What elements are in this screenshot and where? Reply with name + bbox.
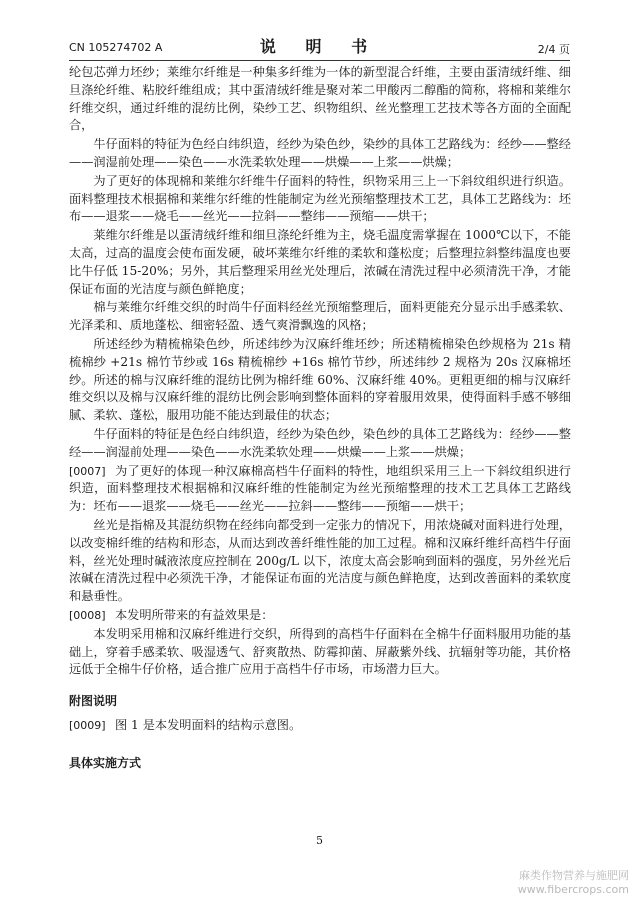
paragraph-text: 为了更好的体现一种汉麻棉高档牛仔面料的特性，地组织采用三上一下斜纹组织进行织造，面料整理技术根据棉和汉麻纤维的性能制定为丝光预缩整理的技术工艺具体工艺路线为：坯布——退浆——烧毛——丝光——拉斜——整纬——预缩——烘干； [69,463,571,514]
page-header [69,34,570,58]
paragraph-number: [0007] [69,464,106,478]
paragraph-number: [0009] [69,718,106,732]
paragraph-list [69,64,571,679]
section-heading-implementation: 具体实施方式 [69,755,142,770]
body-paragraph [69,299,571,335]
body-paragraph [69,173,571,226]
paragraph-text: 所述经纱为精梳棉染色纱，所述纬纱为汉麻纤维坯纱；所述精梳棉染色纱规格为 21s 精梳棉纱 +21s 棉竹节纱或 16s 精梳棉纱 +16s 棉竹节纱，所述纬纱 2 规格为 20s 汉麻棉坯纱。所述的棉与汉麻纤维的混纺比例为棉纤维 60%、汉麻纤维 40%。更粗更细的棉与汉麻纤维交织以及棉与汉麻纤维的混纺比例会影响到整体面料的穿着服用效果，使得面料手感不够细腻、柔软、蓬松，服用功能不能达到最佳的状态； [69,336,571,423]
watermark-line: www.fibercrops.com [517,883,629,896]
paragraph-text: 本发明所带来的有益效果是： [115,607,274,622]
paragraph-text: 牛仔面料的特征是色经白纬织造，经纱为染色纱，染色纱的具体工艺路线为：经纱——整经——润湿前处理——染色——水洗柔软处理——烘燥——上浆——烘燥； [69,426,571,459]
paragraph-text: 牛仔面料的特征为色经白纬织造，经纱为染色纱，染纱的具体工艺路线为：经纱——整经——润湿前处理——染色——水洗柔软处理——烘燥——上浆——烘燥； [69,137,571,169]
body-paragraph [69,64,571,135]
body-paragraph [69,463,571,516]
paragraph-number: [0008] [69,608,106,622]
paragraph-text: 本发明采用棉和汉麻纤维进行交织，所得到的高档牛仔面料在全棉牛仔面料服用功能的基础上，穿着手感柔软、吸湿透气、舒爽散热、防霉抑菌、屏蔽紫外线、抗辐射等功能，其价格远低于全棉牛仔价格，适合推广应用于高档牛仔市场，市场潜力巨大。 [69,626,571,677]
page-indicator: 2/4 页 [537,43,570,56]
page-title: 说 明 书 [259,37,380,56]
body-paragraph [69,426,571,462]
document-body [69,64,571,778]
paragraph-text: 纶包芯弹力坯纱；莱维尔纤维是一种集多纤维为一体的新型混合纤维，主要由蛋清绒纤维、细旦涤纶纤维、粘胶纤维组成；其中蛋清绒纤维是聚对苯二甲酸丙二醇酯的简称，将棉和莱维尔纤维交织，通过纤维的混纺比例，染纱工艺、织物组织、丝光整理工艺技术等各方面的全面配合， [69,65,571,133]
header-rule [69,60,570,61]
site-watermark [518,869,629,897]
section-heading-figures: 附图说明 [69,694,118,709]
figure-description-paragraph [69,717,571,735]
body-paragraph [69,607,571,625]
body-paragraph [69,227,571,298]
body-paragraph [69,626,571,679]
paragraph-text: 莱维尔纤维是以蛋清绒纤维和细旦涤纶纤维为主，烧毛温度需掌握在 1000℃以下，不能太高，过高的温度会使布面发硬，破坏莱维尔纤维的柔软和蓬松度；后整理拉斜整纬温度也要比牛仔低 15-20%；另外，其后整理采用丝光处理后，浓碱在清洗过程中必须清洗干净，才能保证布面的光洁度与颜色鲜艳度； [69,228,571,296]
body-paragraph [69,336,571,425]
watermark-line: 麻类作物营养与施肥网 [519,869,629,882]
body-paragraph [69,517,571,606]
paragraph-text: 棉与莱维尔纤维交织的时尚牛仔面料经丝光预缩整理后，面料更能充分显示出手感柔软、光泽柔和、质地蓬松、细密轻盈、透气爽滑飘逸的风格； [69,300,571,333]
paragraph-text: 为了更好的体现棉和莱维尔纤维牛仔面料的特性，织物采用三上一下斜纹组织进行织造。面料整理技术根据棉和莱维尔纤维的性能制定为丝光预缩整理技术工艺，具体工艺路线为：坯布——退浆——烧毛——丝光——拉斜——整纬——预缩——烘干； [69,173,571,224]
page-number: 5 [316,834,323,847]
document-number: CN 105274702 A [69,41,163,54]
paragraph-text: 丝光是指棉及其混纺织物在经纬向都受到一定张力的情况下，用浓烧碱对面料进行处理，以改变棉纤维的结构和形态，从而达到改善纤维性能的加工过程。棉和汉麻纤维纤高档牛仔面料，丝光处理时碱液浓度应控制在 200g/L 以下，浓度太高会影响到面料的强度，另外丝光后浓碱在清洗过程中必须洗干净，才能保证布面的光洁度与颜色鲜艳度，达到改善面料的柔软度和悬垂性。 [69,517,571,604]
body-paragraph [69,136,571,172]
paragraph-text: 图 1 是本发明面料的结构示意图。 [115,717,302,732]
